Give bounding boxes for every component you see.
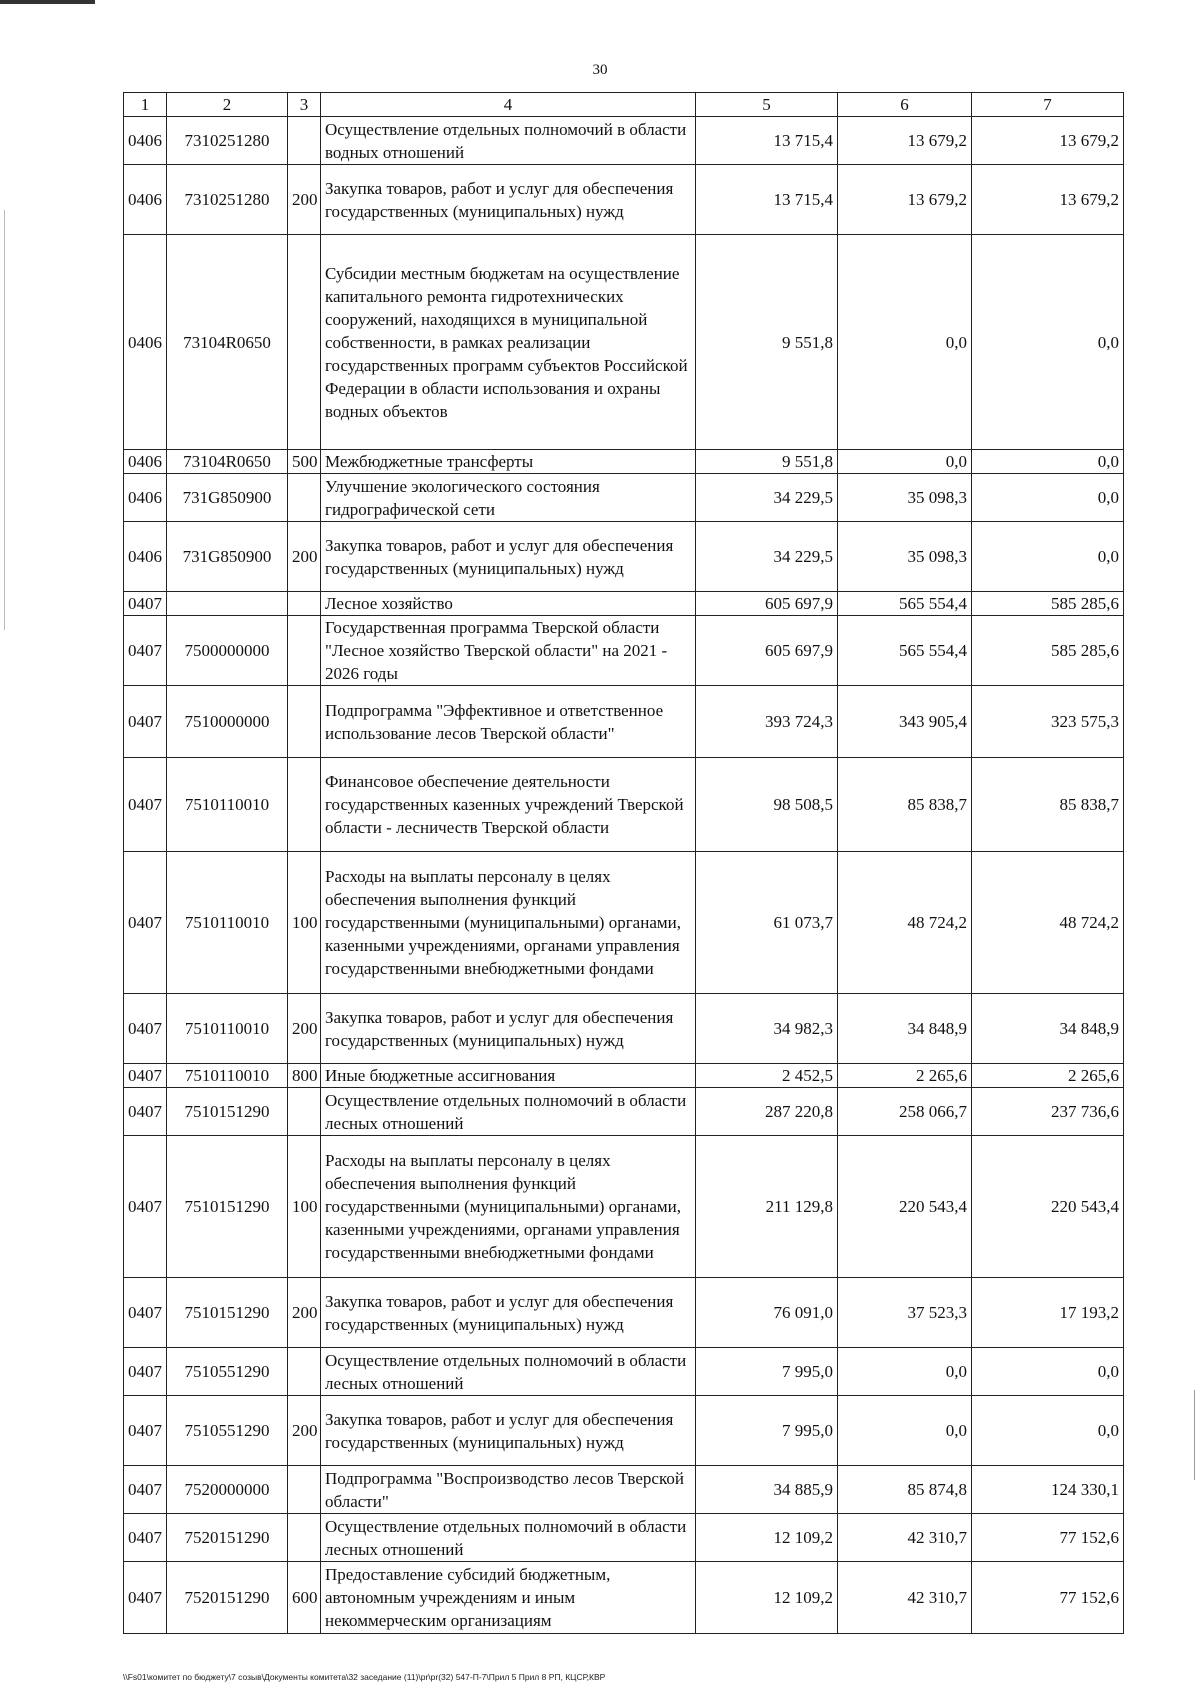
target-article-code: 7310251280 bbox=[167, 117, 288, 165]
section-code: 0406 bbox=[124, 474, 167, 522]
expense-type-code bbox=[288, 474, 321, 522]
target-article-code: 7510000000 bbox=[167, 686, 288, 758]
item-description: Закупка товаров, работ и услуг для обеспечения государственных (муниципальных) нужд bbox=[321, 165, 696, 235]
item-description: Расходы на выплаты персоналу в целях обеспечения выполнения функций государственными (муниципальными) органами, казенными учреждениями, органами управления государственными внебюджетными фондами bbox=[321, 852, 696, 994]
amount-col5: 211 129,8 bbox=[696, 1136, 838, 1278]
amount-col5: 98 508,5 bbox=[696, 758, 838, 852]
target-article-code bbox=[167, 592, 288, 616]
target-article-code: 73104R0650 bbox=[167, 235, 288, 450]
amount-col7: 13 679,2 bbox=[972, 117, 1124, 165]
expense-type-code: 200 bbox=[288, 994, 321, 1064]
expense-type-code: 200 bbox=[288, 165, 321, 235]
section-code: 0406 bbox=[124, 522, 167, 592]
expense-type-code: 200 bbox=[288, 1396, 321, 1466]
item-description: Предоставление субсидий бюджетным, автономным учреждениям и иным некоммерческим организациям bbox=[321, 1562, 696, 1634]
target-article-code: 7510110010 bbox=[167, 1064, 288, 1088]
amount-col5: 7 995,0 bbox=[696, 1396, 838, 1466]
item-description: Закупка товаров, работ и услуг для обеспечения государственных (муниципальных) нужд bbox=[321, 522, 696, 592]
scan-artifact-top bbox=[0, 0, 95, 4]
target-article-code: 7510110010 bbox=[167, 758, 288, 852]
amount-col5: 9 551,8 bbox=[696, 450, 838, 474]
budget-table bbox=[123, 92, 1124, 1634]
expense-type-code bbox=[288, 1348, 321, 1396]
target-article-code: 7520151290 bbox=[167, 1562, 288, 1634]
amount-col6: 13 679,2 bbox=[838, 165, 972, 235]
table-row bbox=[124, 686, 1124, 758]
item-description: Государственная программа Тверской области "Лесное хозяйство Тверской области" на 2021 - 2026 годы bbox=[321, 616, 696, 686]
section-code: 0407 bbox=[124, 852, 167, 994]
amount-col5: 76 091,0 bbox=[696, 1278, 838, 1348]
amount-col7: 585 285,6 bbox=[972, 592, 1124, 616]
section-code: 0407 bbox=[124, 758, 167, 852]
item-description: Финансовое обеспечение деятельности государственных казенных учреждений Тверской области - лесничеств Тверской области bbox=[321, 758, 696, 852]
amount-col7: 237 736,6 bbox=[972, 1088, 1124, 1136]
amount-col6: 220 543,4 bbox=[838, 1136, 972, 1278]
amount-col5: 393 724,3 bbox=[696, 686, 838, 758]
expense-type-code bbox=[288, 235, 321, 450]
expense-type-code bbox=[288, 592, 321, 616]
scan-artifact-right bbox=[1194, 1390, 1195, 1480]
target-article-code: 7510110010 bbox=[167, 852, 288, 994]
table-row bbox=[124, 1396, 1124, 1466]
amount-col5: 12 109,2 bbox=[696, 1514, 838, 1562]
item-description: Закупка товаров, работ и услуг для обеспечения государственных (муниципальных) нужд bbox=[321, 994, 696, 1064]
section-code: 0407 bbox=[124, 1278, 167, 1348]
target-article-code: 731G850900 bbox=[167, 522, 288, 592]
amount-col5: 7 995,0 bbox=[696, 1348, 838, 1396]
amount-col7: 585 285,6 bbox=[972, 616, 1124, 686]
item-description: Улучшение экологического состояния гидрографической сети bbox=[321, 474, 696, 522]
table-row bbox=[124, 1088, 1124, 1136]
target-article-code: 7520000000 bbox=[167, 1466, 288, 1514]
amount-col7: 34 848,9 bbox=[972, 994, 1124, 1064]
amount-col7: 2 265,6 bbox=[972, 1064, 1124, 1088]
expense-type-code: 500 bbox=[288, 450, 321, 474]
section-code: 0406 bbox=[124, 450, 167, 474]
item-description: Субсидии местным бюджетам на осуществление капитального ремонта гидротехнических сооружений, находящихся в муниципальной собственности, в рамках реализации государственных программ субъектов Российской Федерации в области использования и охраны водных объектов bbox=[321, 235, 696, 450]
expense-type-code: 100 bbox=[288, 1136, 321, 1278]
amount-col5: 61 073,7 bbox=[696, 852, 838, 994]
column-header: 7 bbox=[972, 93, 1124, 117]
expense-type-code bbox=[288, 616, 321, 686]
target-article-code: 7500000000 bbox=[167, 616, 288, 686]
section-code: 0407 bbox=[124, 1396, 167, 1466]
amount-col6: 565 554,4 bbox=[838, 616, 972, 686]
table-row bbox=[124, 616, 1124, 686]
amount-col6: 343 905,4 bbox=[838, 686, 972, 758]
amount-col6: 35 098,3 bbox=[838, 522, 972, 592]
amount-col7: 0,0 bbox=[972, 1396, 1124, 1466]
item-description: Иные бюджетные ассигнования bbox=[321, 1064, 696, 1088]
column-header: 1 bbox=[124, 93, 167, 117]
expense-type-code bbox=[288, 758, 321, 852]
expense-type-code: 100 bbox=[288, 852, 321, 994]
section-code: 0407 bbox=[124, 1088, 167, 1136]
amount-col6: 565 554,4 bbox=[838, 592, 972, 616]
column-header: 2 bbox=[167, 93, 288, 117]
expense-type-code bbox=[288, 1466, 321, 1514]
section-code: 0407 bbox=[124, 1136, 167, 1278]
item-description: Осуществление отдельных полномочий в области лесных отношений bbox=[321, 1348, 696, 1396]
table-row bbox=[124, 852, 1124, 994]
amount-col7: 13 679,2 bbox=[972, 165, 1124, 235]
amount-col6: 35 098,3 bbox=[838, 474, 972, 522]
amount-col6: 48 724,2 bbox=[838, 852, 972, 994]
section-code: 0407 bbox=[124, 1348, 167, 1396]
amount-col6: 258 066,7 bbox=[838, 1088, 972, 1136]
expense-type-code bbox=[288, 1514, 321, 1562]
amount-col7: 0,0 bbox=[972, 522, 1124, 592]
amount-col7: 0,0 bbox=[972, 1348, 1124, 1396]
item-description: Подпрограмма "Эффективное и ответственное использование лесов Тверской области" bbox=[321, 686, 696, 758]
table-row bbox=[124, 1466, 1124, 1514]
expense-type-code bbox=[288, 686, 321, 758]
amount-col7: 48 724,2 bbox=[972, 852, 1124, 994]
header-row bbox=[124, 93, 1124, 117]
amount-col5: 34 229,5 bbox=[696, 522, 838, 592]
table-row bbox=[124, 235, 1124, 450]
amount-col7: 220 543,4 bbox=[972, 1136, 1124, 1278]
amount-col7: 0,0 bbox=[972, 450, 1124, 474]
amount-col5: 605 697,9 bbox=[696, 592, 838, 616]
amount-col5: 287 220,8 bbox=[696, 1088, 838, 1136]
amount-col6: 0,0 bbox=[838, 450, 972, 474]
page-number: 30 bbox=[592, 62, 608, 78]
target-article-code: 7520151290 bbox=[167, 1514, 288, 1562]
amount-col7: 17 193,2 bbox=[972, 1278, 1124, 1348]
expense-type-code: 800 bbox=[288, 1064, 321, 1088]
table-row bbox=[124, 994, 1124, 1064]
section-code: 0407 bbox=[124, 994, 167, 1064]
target-article-code: 73104R0650 bbox=[167, 450, 288, 474]
amount-col5: 12 109,2 bbox=[696, 1562, 838, 1634]
amount-col5: 605 697,9 bbox=[696, 616, 838, 686]
amount-col6: 42 310,7 bbox=[838, 1562, 972, 1634]
amount-col7: 77 152,6 bbox=[972, 1514, 1124, 1562]
file-path-footer: \\Fs01\комитет по бюджету\7 созыв\Документы комитета\32 заседание (11)\pr\pr(32) 547-П-7\Прил 5 Прил 8 РП, КЦСР,КВР bbox=[123, 1672, 606, 1682]
section-code: 0406 bbox=[124, 235, 167, 450]
table-row bbox=[124, 1064, 1124, 1088]
amount-col7: 124 330,1 bbox=[972, 1466, 1124, 1514]
section-code: 0406 bbox=[124, 165, 167, 235]
table-row bbox=[124, 758, 1124, 852]
expense-type-code: 200 bbox=[288, 1278, 321, 1348]
target-article-code: 7510551290 bbox=[167, 1396, 288, 1466]
column-header: 4 bbox=[321, 93, 696, 117]
table-row bbox=[124, 592, 1124, 616]
amount-col5: 34 982,3 bbox=[696, 994, 838, 1064]
item-description: Лесное хозяйство bbox=[321, 592, 696, 616]
expense-type-code bbox=[288, 117, 321, 165]
table-row bbox=[124, 1562, 1124, 1634]
table-row bbox=[124, 1136, 1124, 1278]
table-row bbox=[124, 522, 1124, 592]
amount-col5: 34 885,9 bbox=[696, 1466, 838, 1514]
amount-col6: 0,0 bbox=[838, 1348, 972, 1396]
section-code: 0407 bbox=[124, 1064, 167, 1088]
amount-col7: 77 152,6 bbox=[972, 1562, 1124, 1634]
column-header: 5 bbox=[696, 93, 838, 117]
amount-col6: 13 679,2 bbox=[838, 117, 972, 165]
target-article-code: 7510151290 bbox=[167, 1278, 288, 1348]
amount-col5: 9 551,8 bbox=[696, 235, 838, 450]
item-description: Расходы на выплаты персоналу в целях обеспечения выполнения функций государственными (муниципальными) органами, казенными учреждениями, органами управления государственными внебюджетными фондами bbox=[321, 1136, 696, 1278]
amount-col7: 85 838,7 bbox=[972, 758, 1124, 852]
amount-col7: 0,0 bbox=[972, 235, 1124, 450]
expense-type-code: 600 bbox=[288, 1562, 321, 1634]
expense-type-code bbox=[288, 1088, 321, 1136]
target-article-code: 7510551290 bbox=[167, 1348, 288, 1396]
column-header: 3 bbox=[288, 93, 321, 117]
item-description: Закупка товаров, работ и услуг для обеспечения государственных (муниципальных) нужд bbox=[321, 1396, 696, 1466]
table-row bbox=[124, 1348, 1124, 1396]
target-article-code: 731G850900 bbox=[167, 474, 288, 522]
amount-col6: 85 838,7 bbox=[838, 758, 972, 852]
table-row bbox=[124, 117, 1124, 165]
amount-col6: 85 874,8 bbox=[838, 1466, 972, 1514]
item-description: Закупка товаров, работ и услуг для обеспечения государственных (муниципальных) нужд bbox=[321, 1278, 696, 1348]
amount-col6: 2 265,6 bbox=[838, 1064, 972, 1088]
table-row bbox=[124, 165, 1124, 235]
section-code: 0406 bbox=[124, 117, 167, 165]
table-row bbox=[124, 1278, 1124, 1348]
item-description: Осуществление отдельных полномочий в области водных отношений bbox=[321, 117, 696, 165]
section-code: 0407 bbox=[124, 616, 167, 686]
table-row bbox=[124, 450, 1124, 474]
section-code: 0407 bbox=[124, 686, 167, 758]
item-description: Осуществление отдельных полномочий в области лесных отношений bbox=[321, 1514, 696, 1562]
table-row bbox=[124, 1514, 1124, 1562]
scan-artifact-left bbox=[4, 210, 5, 630]
amount-col5: 13 715,4 bbox=[696, 117, 838, 165]
amount-col7: 323 575,3 bbox=[972, 686, 1124, 758]
section-code: 0407 bbox=[124, 1466, 167, 1514]
amount-col6: 42 310,7 bbox=[838, 1514, 972, 1562]
section-code: 0407 bbox=[124, 592, 167, 616]
table-row bbox=[124, 474, 1124, 522]
target-article-code: 7510151290 bbox=[167, 1088, 288, 1136]
amount-col5: 2 452,5 bbox=[696, 1064, 838, 1088]
amount-col6: 0,0 bbox=[838, 1396, 972, 1466]
amount-col7: 0,0 bbox=[972, 474, 1124, 522]
target-article-code: 7510110010 bbox=[167, 994, 288, 1064]
item-description: Осуществление отдельных полномочий в области лесных отношений bbox=[321, 1088, 696, 1136]
amount-col6: 34 848,9 bbox=[838, 994, 972, 1064]
amount-col5: 13 715,4 bbox=[696, 165, 838, 235]
amount-col6: 37 523,3 bbox=[838, 1278, 972, 1348]
section-code: 0407 bbox=[124, 1562, 167, 1634]
amount-col6: 0,0 bbox=[838, 235, 972, 450]
section-code: 0407 bbox=[124, 1514, 167, 1562]
expense-type-code: 200 bbox=[288, 522, 321, 592]
column-header: 6 bbox=[838, 93, 972, 117]
item-description: Подпрограмма "Воспроизводство лесов Тверской области" bbox=[321, 1466, 696, 1514]
target-article-code: 7510151290 bbox=[167, 1136, 288, 1278]
amount-col5: 34 229,5 bbox=[696, 474, 838, 522]
target-article-code: 7310251280 bbox=[167, 165, 288, 235]
item-description: Межбюджетные трансферты bbox=[321, 450, 696, 474]
